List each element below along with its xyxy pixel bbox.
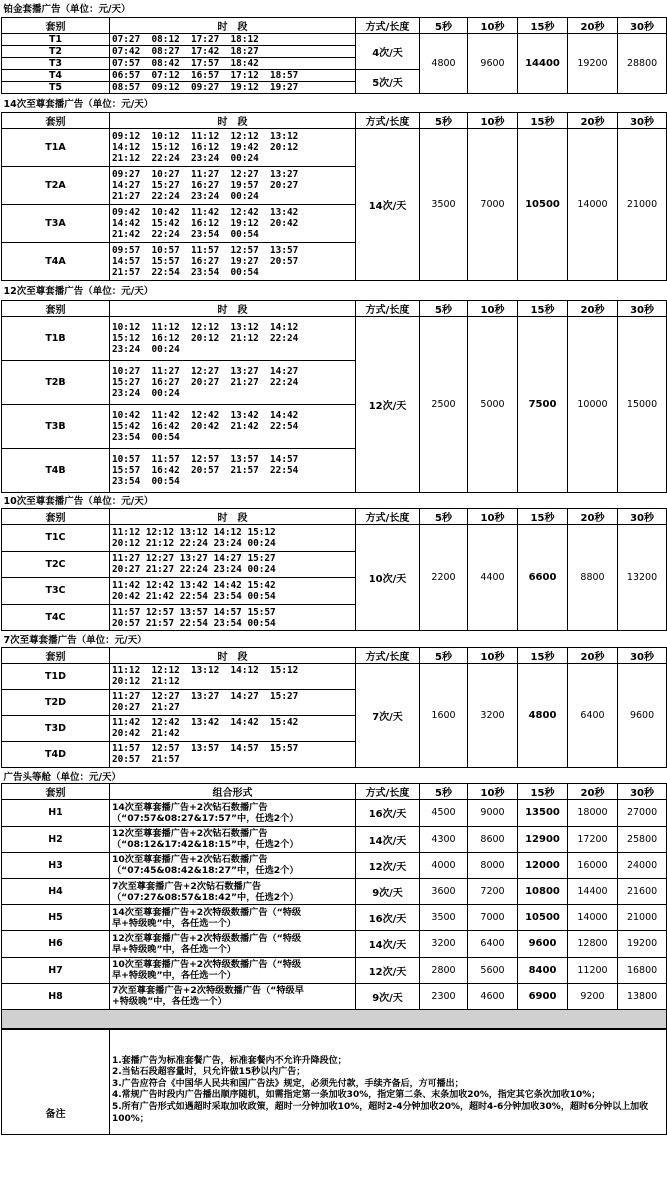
s10-header-10s: 10秒 <box>468 509 518 525</box>
s10-header-time: 时 段 <box>110 509 356 525</box>
s10-price-30s: 13200 <box>618 525 667 631</box>
table-row <box>2 129 667 167</box>
s14-price-5s: 3500 <box>420 129 468 281</box>
package-code: T4B <box>2 448 110 492</box>
platinum-header-method: 方式/长度 <box>356 17 420 33</box>
s14-header-20s: 20秒 <box>568 113 618 129</box>
frequency: 7次/天 <box>356 663 420 767</box>
s12-price-20s: 10000 <box>568 316 618 492</box>
headline-price-30s: 16800 <box>618 957 667 983</box>
note-item: 3.广告应符合《中国华人民共和国广告法》规定，必须先付款，手续齐备后，方可播出； <box>112 1078 464 1089</box>
s12-header-time: 时 段 <box>110 300 356 316</box>
s12-price-5s: 2500 <box>420 316 468 492</box>
headline-price-15s: 13500 <box>518 800 568 826</box>
frequency: 14次/天 <box>356 129 420 281</box>
time-slots: 11:42 12:42 13:42 14:42 15:42 20:42 21:42 22:54 23:54 00:54 <box>110 578 356 605</box>
s14-header-15s: 15秒 <box>518 113 568 129</box>
s7-header-method: 方式/长度 <box>356 647 420 663</box>
s7-header-time: 时 段 <box>110 647 356 663</box>
headline-price-20s: 17200 <box>568 826 618 852</box>
frequency: 5次/天 <box>356 69 420 93</box>
package-code: T4A <box>2 243 110 281</box>
platinum-header-time: 时 段 <box>110 17 356 33</box>
platinum-title: 铂金套播广告（单位：元/天） <box>2 0 667 17</box>
package-code: T3B <box>2 404 110 448</box>
package-code: T1A <box>2 129 110 167</box>
package-code: H5 <box>2 905 110 931</box>
s12-header-10s: 10秒 <box>468 300 518 316</box>
headline-price-15s: 10800 <box>518 878 568 904</box>
time-slots: 11:27 12:27 13:27 14:27 15:27 20:27 21:27 22:24 23:24 00:24 <box>110 551 356 578</box>
platinum-header-20s: 20秒 <box>568 17 618 33</box>
s14-header-30s: 30秒 <box>618 113 667 129</box>
headline-price-30s: 13800 <box>618 983 667 1009</box>
headline-title: 广告头等舱（单位：元/天） <box>2 768 667 784</box>
s14-header-method: 方式/长度 <box>356 113 420 129</box>
package-code: T2D <box>2 689 110 715</box>
s14-header-time: 时 段 <box>110 113 356 129</box>
headline-price-10s: 6400 <box>468 931 518 957</box>
s12-header-5s: 5秒 <box>420 300 468 316</box>
s10-price-20s: 8800 <box>568 525 618 631</box>
headline-header-15s: 15秒 <box>518 784 568 800</box>
headline-header-10s: 10秒 <box>468 784 518 800</box>
headline-price-5s: 3600 <box>420 878 468 904</box>
combo-description: 10次至尊套播广告+2次钻石数播广告 （“07:45&08:42&18:27”中，任选2个） <box>110 852 356 878</box>
frequency: 14次/天 <box>356 826 420 852</box>
headline-price-20s: 12800 <box>568 931 618 957</box>
package-code: H4 <box>2 878 110 904</box>
headline-price-15s: 6900 <box>518 983 568 1009</box>
platinum-price-20s: 19200 <box>568 33 618 93</box>
s14-price-10s: 7000 <box>468 129 518 281</box>
headline-price-5s: 2800 <box>420 957 468 983</box>
separator-band <box>2 1009 667 1028</box>
s7-price-10s: 3200 <box>468 663 518 767</box>
table-row <box>2 316 667 360</box>
s7-header-10s: 10秒 <box>468 647 518 663</box>
package-code: T1B <box>2 316 110 360</box>
note-item: 5.所有广告形式如遇超时采取加收政策，超时一分钟加收10%，超时2-4分钟加收20%，超时4-6分钟加收30%，超时6分钟以上加收100%； <box>112 1101 649 1124</box>
table-row <box>2 878 667 904</box>
headline-header-20s: 20秒 <box>568 784 618 800</box>
s14-price-30s: 21000 <box>618 129 667 281</box>
combo-description: 7次至尊套播广告+2次钻石数播广告 （“07:27&08:57&18:42”中，任选2个） <box>110 878 356 904</box>
note-item: 1.套播广告为标准套餐广告，标准套餐内不允许升降段位； <box>112 1055 347 1066</box>
headline-header-method: 方式/长度 <box>356 784 420 800</box>
headline-price-5s: 3500 <box>420 905 468 931</box>
s14-header-10s: 10秒 <box>468 113 518 129</box>
frequency: 4次/天 <box>356 33 420 69</box>
platinum-price-30s: 28800 <box>618 33 667 93</box>
combo-description: 12次至尊套播广告+2次钻石数播广告 （“08:12&17:42&18:15”中，任选2个） <box>110 826 356 852</box>
s7-header-30s: 30秒 <box>618 647 667 663</box>
headline-price-5s: 2300 <box>420 983 468 1009</box>
table-row <box>2 525 667 552</box>
s14-header-5s: 5秒 <box>420 113 468 129</box>
headline-header-type: 套别 <box>2 784 110 800</box>
headline-price-30s: 21000 <box>618 905 667 931</box>
package-code: H6 <box>2 931 110 957</box>
s12-header-15s: 15秒 <box>518 300 568 316</box>
time-slots: 06:57 07:12 16:57 17:12 18:57 <box>110 69 356 81</box>
platinum-table <box>1 0 667 94</box>
s10-price-10s: 4400 <box>468 525 518 631</box>
headline-price-20s: 9200 <box>568 983 618 1009</box>
package-code: T4C <box>2 604 110 631</box>
table-row <box>2 931 667 957</box>
s10-table <box>1 493 667 632</box>
package-code: H3 <box>2 852 110 878</box>
s10-header-15s: 15秒 <box>518 509 568 525</box>
package-code: T4D <box>2 741 110 767</box>
s7-price-15s: 4800 <box>518 663 568 767</box>
headline-price-10s: 8600 <box>468 826 518 852</box>
time-slots: 11:57 12:57 13:57 14:57 15:57 20:57 21:57 22:54 23:54 00:54 <box>110 604 356 631</box>
s12-price-15s: 7500 <box>518 316 568 492</box>
time-slots: 11:12 12:12 13:12 14:12 15:12 20:12 21:12 <box>110 663 356 689</box>
s12-header-30s: 30秒 <box>618 300 667 316</box>
s12-title: 12次至尊套播广告（单位：元/天） <box>2 281 667 300</box>
package-code: T1D <box>2 663 110 689</box>
notes-content <box>110 1029 667 1134</box>
s7-header-type: 套别 <box>2 647 110 663</box>
s12-header-method: 方式/长度 <box>356 300 420 316</box>
headline-price-30s: 24000 <box>618 852 667 878</box>
frequency: 12次/天 <box>356 957 420 983</box>
headline-header-5s: 5秒 <box>420 784 468 800</box>
headline-table <box>1 768 667 1029</box>
time-slots: 10:42 11:42 12:42 13:42 14:42 15:42 16:42 20:42 21:42 22:54 23:54 00:54 <box>110 404 356 448</box>
headline-price-20s: 11200 <box>568 957 618 983</box>
headline-price-10s: 5600 <box>468 957 518 983</box>
headline-price-15s: 9600 <box>518 931 568 957</box>
time-slots: 10:57 11:57 12:57 13:57 14:57 15:57 16:42 20:57 21:57 22:54 23:54 00:54 <box>110 448 356 492</box>
frequency: 16次/天 <box>356 905 420 931</box>
table-row <box>2 33 667 45</box>
s10-header-20s: 20秒 <box>568 509 618 525</box>
s7-title: 7次至尊套播广告（单位：元/天） <box>2 631 667 647</box>
headline-price-15s: 12900 <box>518 826 568 852</box>
headline-price-15s: 12000 <box>518 852 568 878</box>
s10-header-5s: 5秒 <box>420 509 468 525</box>
s10-header-type: 套别 <box>2 509 110 525</box>
time-slots: 11:27 12:27 13:27 14:27 15:27 20:27 21:27 <box>110 689 356 715</box>
time-slots: 11:42 12:42 13:42 14:42 15:42 20:42 21:42 <box>110 715 356 741</box>
headline-price-20s: 14400 <box>568 878 618 904</box>
time-slots: 09:42 10:42 11:42 12:42 13:42 14:42 15:42 16:12 19:12 20:42 21:42 22:24 23:54 00:54 <box>110 205 356 243</box>
combo-description: 14次至尊套播广告+2次特级数播广告（“特级 早+特级晚”中，各任选一个） <box>110 905 356 931</box>
package-code: T1 <box>2 33 110 45</box>
headline-price-30s: 21600 <box>618 878 667 904</box>
combo-description: 12次至尊套播广告+2次特级数播广告（“特级 早+特级晚”中，各任选一个） <box>110 931 356 957</box>
time-slots: 08:57 09:12 09:27 19:12 19:27 <box>110 81 356 93</box>
package-code: T2A <box>2 167 110 205</box>
frequency: 16次/天 <box>356 800 420 826</box>
note-item: 4.常规广告时段内广告播出顺序随机，如需指定第一条加收30%，指定第二条、末条加收20%，指定其它条次加收10%； <box>112 1090 601 1101</box>
headline-price-5s: 4000 <box>420 852 468 878</box>
headline-price-30s: 27000 <box>618 800 667 826</box>
platinum-header-30s: 30秒 <box>618 17 667 33</box>
package-code: T4 <box>2 69 110 81</box>
headline-header-30s: 30秒 <box>618 784 667 800</box>
table-row <box>2 957 667 983</box>
package-code: T1C <box>2 525 110 552</box>
frequency: 9次/天 <box>356 878 420 904</box>
time-slots: 07:42 08:27 17:42 18:27 <box>110 45 356 57</box>
s12-price-10s: 5000 <box>468 316 518 492</box>
headline-price-20s: 16000 <box>568 852 618 878</box>
s7-header-20s: 20秒 <box>568 647 618 663</box>
headline-price-5s: 4500 <box>420 800 468 826</box>
rate-card <box>1 0 666 1135</box>
platinum-price-15s: 14400 <box>518 33 568 93</box>
headline-price-10s: 9000 <box>468 800 518 826</box>
platinum-price-10s: 9600 <box>468 33 518 93</box>
package-code: T2 <box>2 45 110 57</box>
frequency: 10次/天 <box>356 525 420 631</box>
s14-price-20s: 14000 <box>568 129 618 281</box>
time-slots: 09:57 10:57 11:57 12:57 13:57 14:57 15:57 16:27 19:27 20:57 21:57 22:54 23:54 00:54 <box>110 243 356 281</box>
time-slots: 07:57 08:42 17:57 18:42 <box>110 57 356 69</box>
headline-price-10s: 7000 <box>468 905 518 931</box>
time-slots: 07:27 08:12 17:27 18:12 <box>110 33 356 45</box>
notes-label: 备注 <box>2 1029 110 1134</box>
package-code: T5 <box>2 81 110 93</box>
frequency: 12次/天 <box>356 316 420 492</box>
s7-header-5s: 5秒 <box>420 647 468 663</box>
platinum-header-10s: 10秒 <box>468 17 518 33</box>
time-slots: 11:57 12:57 13:57 14:57 15:57 20:57 21:57 <box>110 741 356 767</box>
s14-table <box>1 94 667 282</box>
headline-price-5s: 3200 <box>420 931 468 957</box>
note-item: 2.当钻石段超容量时，只允许做15秒以内广告； <box>112 1067 306 1078</box>
package-code: H1 <box>2 800 110 826</box>
table-row <box>2 663 667 689</box>
s10-price-15s: 6600 <box>518 525 568 631</box>
table-row <box>2 826 667 852</box>
s10-title: 10次至尊套播广告（单位：元/天） <box>2 493 667 509</box>
combo-description: 10次至尊套播广告+2次特级数播广告（“特级 早+特级晚”中，各任选一个） <box>110 957 356 983</box>
s7-header-15s: 15秒 <box>518 647 568 663</box>
platinum-price-5s: 4800 <box>420 33 468 93</box>
s14-price-15s: 10500 <box>518 129 568 281</box>
package-code: T3 <box>2 57 110 69</box>
headline-price-15s: 10500 <box>518 905 568 931</box>
headline-price-30s: 25800 <box>618 826 667 852</box>
s12-table <box>1 281 667 493</box>
s10-header-method: 方式/长度 <box>356 509 420 525</box>
time-slots: 11:12 12:12 13:12 14:12 15:12 20:12 21:12 22:24 23:24 00:24 <box>110 525 356 552</box>
time-slots: 09:27 10:27 11:27 12:27 13:27 14:27 15:27 16:27 19:57 20:27 21:27 22:24 23:24 00:24 <box>110 167 356 205</box>
headline-price-30s: 19200 <box>618 931 667 957</box>
frequency: 12次/天 <box>356 852 420 878</box>
platinum-header-5s: 5秒 <box>420 17 468 33</box>
time-slots: 10:12 11:12 12:12 13:12 14:12 15:12 16:12 20:12 21:12 22:24 23:24 00:24 <box>110 316 356 360</box>
headline-price-15s: 8400 <box>518 957 568 983</box>
s7-price-5s: 1600 <box>420 663 468 767</box>
frequency: 14次/天 <box>356 931 420 957</box>
headline-price-10s: 8000 <box>468 852 518 878</box>
package-code: H2 <box>2 826 110 852</box>
s10-header-30s: 30秒 <box>618 509 667 525</box>
s12-header-type: 套别 <box>2 300 110 316</box>
package-code: T3D <box>2 715 110 741</box>
s7-price-30s: 9600 <box>618 663 667 767</box>
s10-price-5s: 2200 <box>420 525 468 631</box>
time-slots: 10:27 11:27 12:27 13:27 14:27 15:27 16:27 20:27 21:27 22:24 23:24 00:24 <box>110 360 356 404</box>
s14-header-type: 套别 <box>2 113 110 129</box>
headline-header-combo: 组合形式 <box>110 784 356 800</box>
package-code: T2B <box>2 360 110 404</box>
package-code: T2C <box>2 551 110 578</box>
notes-table <box>1 1029 667 1135</box>
package-code: H8 <box>2 983 110 1009</box>
s12-header-20s: 20秒 <box>568 300 618 316</box>
headline-price-20s: 14000 <box>568 905 618 931</box>
headline-price-10s: 7200 <box>468 878 518 904</box>
s7-table <box>1 631 667 768</box>
combo-description: 7次至尊套播广告+2次特级数播广告（“特级早 +特级晚”中，各任选一个） <box>110 983 356 1009</box>
package-code: T3A <box>2 205 110 243</box>
platinum-header-type: 套别 <box>2 17 110 33</box>
headline-price-20s: 18000 <box>568 800 618 826</box>
table-row <box>2 800 667 826</box>
combo-description: 14次至尊套播广告+2次钻石数播广告 （“07:57&08:27&17:57”中，任选2个） <box>110 800 356 826</box>
s12-price-30s: 15000 <box>618 316 667 492</box>
platinum-header-15s: 15秒 <box>518 17 568 33</box>
headline-price-10s: 4600 <box>468 983 518 1009</box>
frequency: 9次/天 <box>356 983 420 1009</box>
package-code: H7 <box>2 957 110 983</box>
s14-title: 14次至尊套播广告（单位：元/天） <box>2 94 667 113</box>
table-row <box>2 905 667 931</box>
time-slots: 09:12 10:12 11:12 12:12 13:12 14:12 15:12 16:12 19:42 20:12 21:12 22:24 23:24 00:24 <box>110 129 356 167</box>
table-row <box>2 852 667 878</box>
package-code: T3C <box>2 578 110 605</box>
table-row <box>2 983 667 1009</box>
headline-price-5s: 4300 <box>420 826 468 852</box>
s7-price-20s: 6400 <box>568 663 618 767</box>
